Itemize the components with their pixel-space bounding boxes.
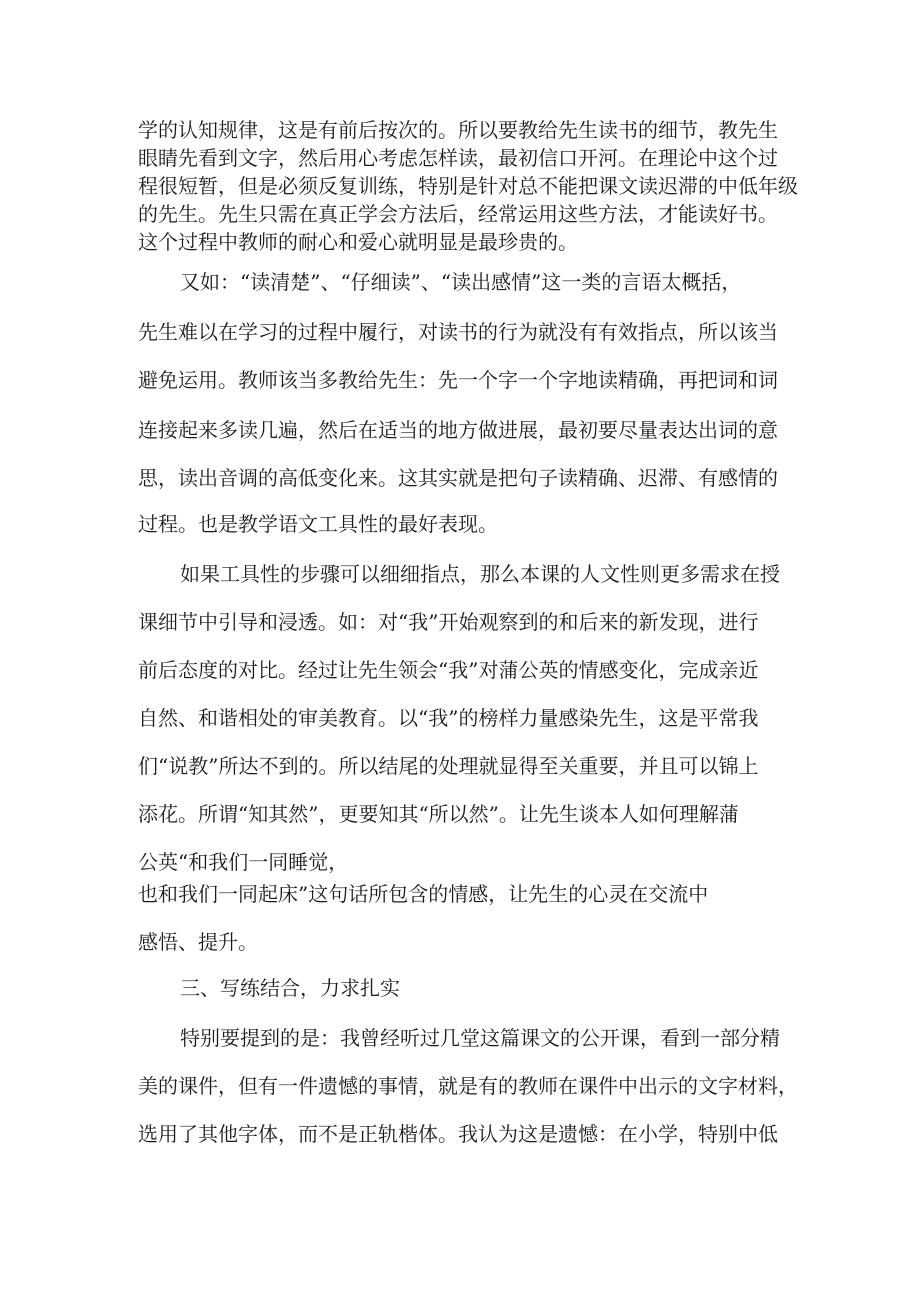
- section-heading: 三、写练结合，力求扎实: [180, 976, 400, 1000]
- text-line-22: 特别要提到的是：我曾经听过几堂这篇课文的公开课，看到一部分精: [180, 1026, 780, 1050]
- text-line-10: 思，读出音调的高低变化来。这其实就是把句子读精确、迟滞、有感情的: [138, 466, 778, 490]
- text-line-15: 自然、和谐相处的审美教育。以“我”的榜样力量感染先生，这是平常我: [138, 706, 759, 730]
- text-line-16: 们“说教”所达不到的。所以结尾的处理就显得至关重要，并且可以锦上: [138, 754, 759, 778]
- text-line-4: 的先生。先生只需在真正学会方法后，经常运用这些方法，才能读好书。: [138, 202, 778, 226]
- text-line-23: 美的课件，但有一件遗憾的事情，就是有的教师在课件中出示的文字材料，: [138, 1074, 798, 1098]
- text-line-8: 避免运用。教师该当多教给先生：先一个字一个字地读精确，再把词和词: [138, 368, 778, 392]
- text-line-14: 前后态度的对比。经过让先生领会“我”对蒲公英的情感变化，完成亲近: [138, 658, 759, 682]
- text-line-13: 课细节中引导和浸透。如：对“我”开始观察到的和后来的新发现，进行: [138, 610, 759, 634]
- text-line-7: 先生难以在学习的过程中履行，对读书的行为就没有有效指点，所以该当: [138, 320, 778, 344]
- text-line-5: 这个过程中教师的耐心和爱心就明显是最珍贵的。: [138, 230, 578, 254]
- text-line-11: 过程。也是教学语文工具性的最好表现。: [138, 512, 498, 536]
- text-line-2: 眼睛先看到文字，然后用心考虑怎样读，最初信口开河。在理论中这个过: [138, 146, 778, 170]
- text-line-17: 添花。所谓“知其然”，更要知其“所以然”。让先生谈本人如何理解蒲: [138, 802, 739, 826]
- text-line-19: 也和我们一同起床”这句话所包含的情感，让先生的心灵在交流中: [138, 882, 709, 906]
- text-line-12: 如果工具性的步骤可以细细指点，那么本课的人文性则更多需求在授: [180, 562, 780, 586]
- text-line-6: 又如：“读清楚”、“仔细读”、“读出感情”这一类的言语太概括，: [180, 270, 742, 294]
- text-line-3: 程很短暂，但是必须反复训练，特别是针对总不能把课文读迟滞的中低年级: [138, 174, 798, 198]
- text-line-20: 感悟、提升。: [138, 930, 258, 954]
- text-line-24: 选用了其他字体，而不是正轨楷体。我认为这是遗憾：在小学，特别中低: [138, 1122, 778, 1146]
- text-line-18: 公英“和我们一同睡觉，: [138, 850, 349, 874]
- text-line-1: 学的认知规律，这是有前后按次的。所以要教给先生读书的细节，教先生: [138, 118, 778, 142]
- text-line-9: 连接起来多读几遍，然后在适当的地方做进展，最初要尽量表达出词的意: [138, 418, 778, 442]
